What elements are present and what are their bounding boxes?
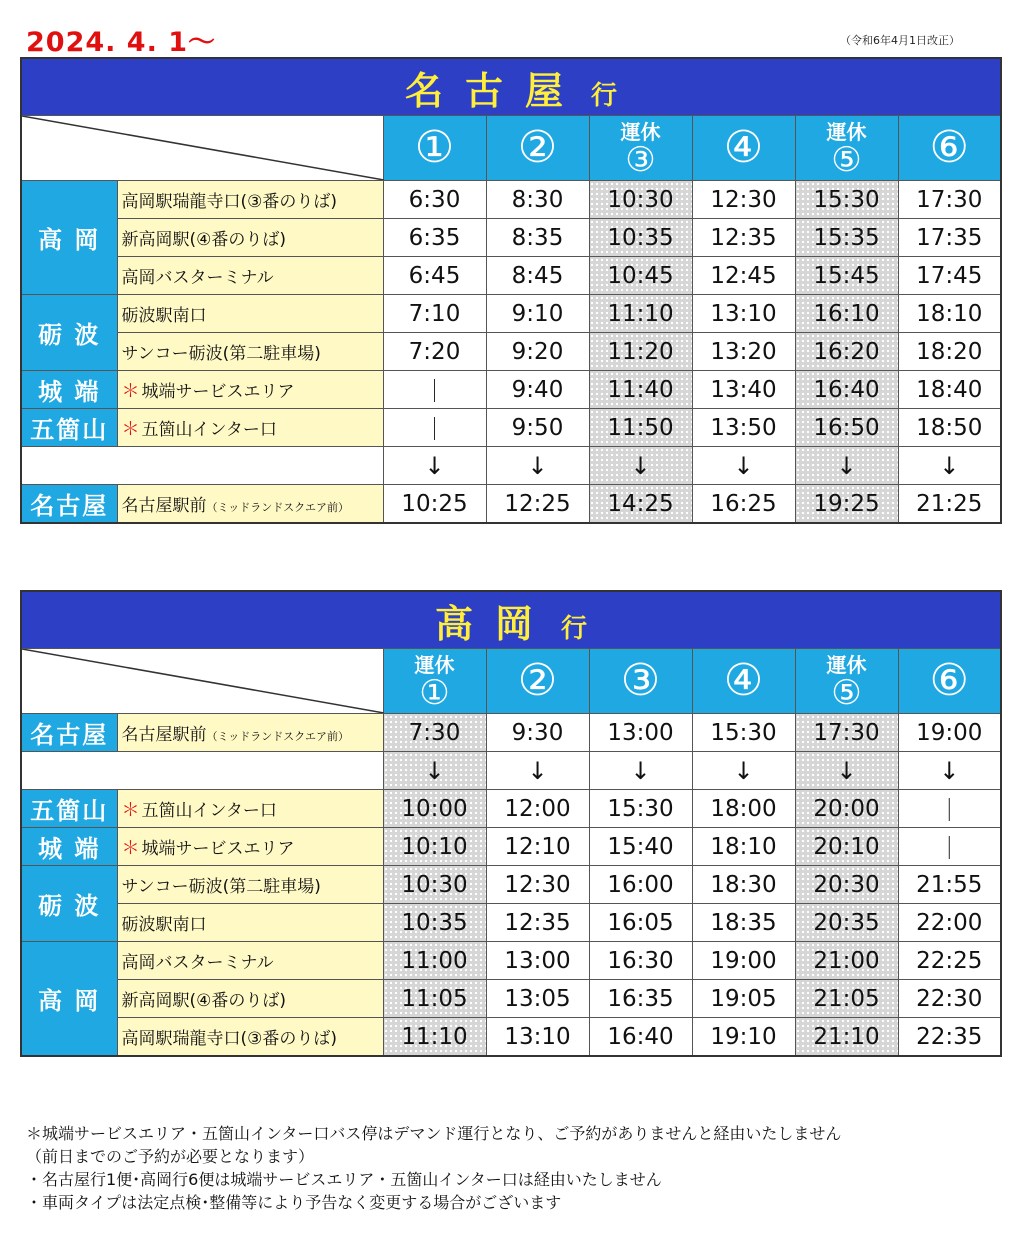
departure-time: 13:10 (486, 1018, 589, 1057)
trip-number: ③ (620, 655, 661, 706)
diagonal-line (22, 116, 384, 180)
departure-time: 12:30 (486, 866, 589, 904)
departure-time: 18:40 (898, 371, 1001, 409)
stop-subname: （ミッドランドスクエア前） (206, 730, 349, 743)
blank-cell (21, 447, 383, 485)
departure-time: 20:30 (795, 866, 898, 904)
trip-number: ② (517, 122, 558, 173)
corner-cell (21, 116, 383, 181)
departure-time: 7:10 (383, 295, 486, 333)
table-title: 高岡 (434, 601, 555, 646)
note-line: ・車両タイプは法定点検･整備等により予告なく変更する場合がございます (26, 1193, 562, 1212)
down-arrow: ↓ (486, 447, 589, 485)
stop-name-cell (117, 295, 383, 333)
departure-time: 19:00 (692, 942, 795, 980)
departure-time: 12:25 (486, 485, 589, 524)
departure-time: 19:05 (692, 980, 795, 1018)
departure-time: 16:00 (589, 866, 692, 904)
departure-time: 13:50 (692, 409, 795, 447)
departure-time: 11:20 (589, 333, 692, 371)
departure-time: 22:35 (898, 1018, 1001, 1057)
departure-time: 13:05 (486, 980, 589, 1018)
departure-time: 12:45 (692, 257, 795, 295)
stop-name-cell (117, 828, 383, 866)
corner-cell (21, 649, 383, 714)
area-name: 高 岡 (21, 942, 117, 1057)
stop-name: 高岡バスターミナル (121, 953, 274, 973)
departure-time: 16:40 (589, 1018, 692, 1057)
note-line: （前日までのご予約が必要となります） (26, 1147, 315, 1166)
departure-time: 9:40 (486, 371, 589, 409)
down-arrow: ↓ (589, 752, 692, 790)
departure-time: 17:35 (898, 219, 1001, 257)
trip-header (692, 649, 795, 714)
table-title-suffix: 行 (561, 613, 588, 644)
effective-date: 2024. 4. 1〜 (26, 27, 217, 58)
down-arrow: ↓ (795, 447, 898, 485)
timetable-to-nagoya (20, 57, 1002, 524)
departure-time: 13:20 (692, 333, 795, 371)
stop-name: 城端サービスエリア (141, 381, 295, 402)
down-arrow: ↓ (898, 752, 1001, 790)
departure-time: ｜ (383, 409, 486, 447)
departure-time: 11:50 (589, 409, 692, 447)
departure-time: 13:40 (692, 371, 795, 409)
stop-name: 名古屋駅前 (121, 725, 207, 745)
departure-time: 11:10 (589, 295, 692, 333)
departure-time: ｜ (383, 371, 486, 409)
departure-time: 7:30 (383, 714, 486, 752)
departure-time: 15:40 (589, 828, 692, 866)
departure-time: 10:00 (383, 790, 486, 828)
departure-time: 15:30 (589, 790, 692, 828)
table-title-cell (21, 58, 1001, 116)
stop-name: 高岡駅瑞龍寺口(③番のりば) (121, 192, 338, 212)
trip-header (692, 116, 795, 181)
departure-time: 10:30 (383, 866, 486, 904)
departure-time: 15:45 (795, 257, 898, 295)
note-line: ＊城端サービスエリア・五箇山インター口バス停はデマンド運行となり、ご予約がありませんと経由いたしません (26, 1124, 842, 1143)
departure-time: 13:10 (692, 295, 795, 333)
area-name: 名古屋 (21, 714, 117, 752)
trip-number: ① (419, 673, 450, 713)
departure-time: 16:10 (795, 295, 898, 333)
stop-subname: （ミッドランドスクエア前） (206, 501, 349, 514)
departure-time: 8:35 (486, 219, 589, 257)
stop-name-cell (117, 409, 383, 447)
suspended-label: 運休 (620, 120, 661, 144)
stop-name-cell (117, 1018, 383, 1057)
stop-name-cell (117, 942, 383, 980)
departure-time: 18:00 (692, 790, 795, 828)
stop-name-cell (117, 333, 383, 371)
trip-header (898, 116, 1001, 181)
departure-time: 18:30 (692, 866, 795, 904)
departure-time: 10:10 (383, 828, 486, 866)
departure-time: 21:25 (898, 485, 1001, 524)
stop-name-cell (117, 219, 383, 257)
stop-name-cell (117, 257, 383, 295)
departure-time: 9:20 (486, 333, 589, 371)
departure-time: 16:40 (795, 371, 898, 409)
area-name: 砺 波 (21, 866, 117, 942)
stop-name: 高岡駅瑞龍寺口(③番のりば) (121, 1029, 338, 1049)
stop-name-cell (117, 181, 383, 219)
departure-time: 17:30 (898, 181, 1001, 219)
departure-time: 12:35 (692, 219, 795, 257)
departure-time: 15:35 (795, 219, 898, 257)
trip-number: ⑤ (831, 140, 862, 180)
trip-header (795, 649, 898, 714)
down-arrow: ↓ (898, 447, 1001, 485)
departure-time: 18:10 (898, 295, 1001, 333)
departure-time: 6:35 (383, 219, 486, 257)
departure-time: 16:35 (589, 980, 692, 1018)
departure-time: 10:25 (383, 485, 486, 524)
departure-time: 22:30 (898, 980, 1001, 1018)
stop-name: 五箇山インター口 (141, 800, 277, 821)
departure-time: 11:40 (589, 371, 692, 409)
departure-time: 9:10 (486, 295, 589, 333)
area-name: 高 岡 (21, 181, 117, 295)
trip-header (383, 649, 486, 714)
trip-number: ② (517, 655, 558, 706)
departure-time: 20:10 (795, 828, 898, 866)
suspended-label: 運休 (414, 653, 455, 677)
down-arrow: ↓ (795, 752, 898, 790)
note-line: ・名古屋行1便･高岡行6便は城端サービスエリア・五箇山インター口は経由いたしません (26, 1170, 662, 1189)
trip-number: ① (414, 122, 455, 173)
departure-time: 16:20 (795, 333, 898, 371)
departure-time: 10:35 (383, 904, 486, 942)
trip-header (589, 649, 692, 714)
departure-time: 14:25 (589, 485, 692, 524)
departure-time: ｜ (898, 790, 1001, 828)
table-title-cell (21, 591, 1001, 649)
stop-name: 砺波駅南口 (121, 915, 207, 935)
departure-time: ｜ (898, 828, 1001, 866)
departure-time: 11:05 (383, 980, 486, 1018)
trip-number: ⑥ (929, 122, 969, 173)
down-arrow: ↓ (383, 752, 486, 790)
stop-name-cell (117, 980, 383, 1018)
departure-time: 16:50 (795, 409, 898, 447)
revision-note: （令和6年4月1日改正） (840, 34, 960, 47)
departure-time: 12:00 (486, 790, 589, 828)
departure-time: 19:25 (795, 485, 898, 524)
departure-time: 18:20 (898, 333, 1001, 371)
trip-number: ⑤ (831, 673, 862, 713)
departure-time: 16:30 (589, 942, 692, 980)
departure-time: 20:35 (795, 904, 898, 942)
trip-number: ⑥ (929, 655, 969, 706)
stop-name-cell (117, 485, 383, 524)
stop-name: 高岡バスターミナル (121, 268, 274, 288)
suspended-label: 運休 (826, 120, 867, 144)
departure-time: 18:35 (692, 904, 795, 942)
departure-time: 18:50 (898, 409, 1001, 447)
timetable-to-takaoka (20, 590, 1002, 1057)
down-arrow: ↓ (692, 447, 795, 485)
departure-time: 19:10 (692, 1018, 795, 1057)
departure-time: 22:00 (898, 904, 1001, 942)
stop-name: 五箇山インター口 (141, 419, 277, 440)
trip-header (383, 116, 486, 181)
trip-header (795, 116, 898, 181)
table-title: 名古屋 (404, 68, 585, 113)
stop-name-cell (117, 904, 383, 942)
down-arrow: ↓ (486, 752, 589, 790)
departure-time: 9:30 (486, 714, 589, 752)
departure-time: 17:30 (795, 714, 898, 752)
down-arrow: ↓ (692, 752, 795, 790)
departure-time: 15:30 (692, 714, 795, 752)
trip-header (898, 649, 1001, 714)
departure-time: 15:30 (795, 181, 898, 219)
area-name: 城 端 (21, 371, 117, 409)
departure-time: 16:05 (589, 904, 692, 942)
departure-time: 13:00 (589, 714, 692, 752)
down-arrow: ↓ (589, 447, 692, 485)
departure-time: 16:25 (692, 485, 795, 524)
asterisk-icon: ＊ (121, 799, 140, 821)
stop-name: サンコー砺波(第二駐車場) (121, 344, 321, 364)
departure-time: 11:10 (383, 1018, 486, 1057)
trip-header (486, 649, 589, 714)
departure-time: 7:20 (383, 333, 486, 371)
trip-number: ④ (723, 655, 764, 706)
suspended-label: 運休 (826, 653, 867, 677)
stop-name-cell (117, 866, 383, 904)
area-name: 五箇山 (21, 790, 117, 828)
departure-time: 21:10 (795, 1018, 898, 1057)
area-name: 砺 波 (21, 295, 117, 371)
departure-time: 10:45 (589, 257, 692, 295)
stop-name: 新高岡駅(④番のりば) (121, 230, 287, 250)
stop-name: 名古屋駅前 (121, 496, 207, 516)
stop-name: 城端サービスエリア (141, 838, 295, 859)
stop-name: サンコー砺波(第二駐車場) (121, 877, 321, 897)
departure-time: 10:30 (589, 181, 692, 219)
asterisk-icon: ＊ (121, 380, 140, 402)
stop-name-cell (117, 714, 383, 752)
trip-number: ③ (625, 140, 656, 180)
departure-time: 12:10 (486, 828, 589, 866)
notes (26, 1122, 841, 1214)
departure-time: 20:00 (795, 790, 898, 828)
departure-time: 9:50 (486, 409, 589, 447)
trip-header (589, 116, 692, 181)
departure-time: 21:05 (795, 980, 898, 1018)
stop-name: 砺波駅南口 (121, 306, 207, 326)
area-name: 城 端 (21, 828, 117, 866)
departure-time: 13:00 (486, 942, 589, 980)
departure-time: 19:00 (898, 714, 1001, 752)
departure-time: 6:30 (383, 181, 486, 219)
departure-time: 22:25 (898, 942, 1001, 980)
asterisk-icon: ＊ (121, 837, 140, 859)
trip-header (486, 116, 589, 181)
departure-time: 6:45 (383, 257, 486, 295)
departure-time: 12:30 (692, 181, 795, 219)
area-name: 五箇山 (21, 409, 117, 447)
departure-time: 17:45 (898, 257, 1001, 295)
diagonal-line (22, 649, 384, 713)
departure-time: 21:00 (795, 942, 898, 980)
departure-time: 8:45 (486, 257, 589, 295)
down-arrow: ↓ (383, 447, 486, 485)
departure-time: 10:35 (589, 219, 692, 257)
stop-name: 新高岡駅(④番のりば) (121, 991, 287, 1011)
departure-time: 11:00 (383, 942, 486, 980)
blank-cell (21, 752, 383, 790)
departure-time: 18:10 (692, 828, 795, 866)
area-name: 名古屋 (21, 485, 117, 524)
asterisk-icon: ＊ (121, 418, 140, 440)
departure-time: 8:30 (486, 181, 589, 219)
table-title-suffix: 行 (591, 80, 618, 111)
departure-time: 12:35 (486, 904, 589, 942)
stop-name-cell (117, 371, 383, 409)
trip-number: ④ (723, 122, 764, 173)
stop-name-cell (117, 790, 383, 828)
departure-time: 21:55 (898, 866, 1001, 904)
